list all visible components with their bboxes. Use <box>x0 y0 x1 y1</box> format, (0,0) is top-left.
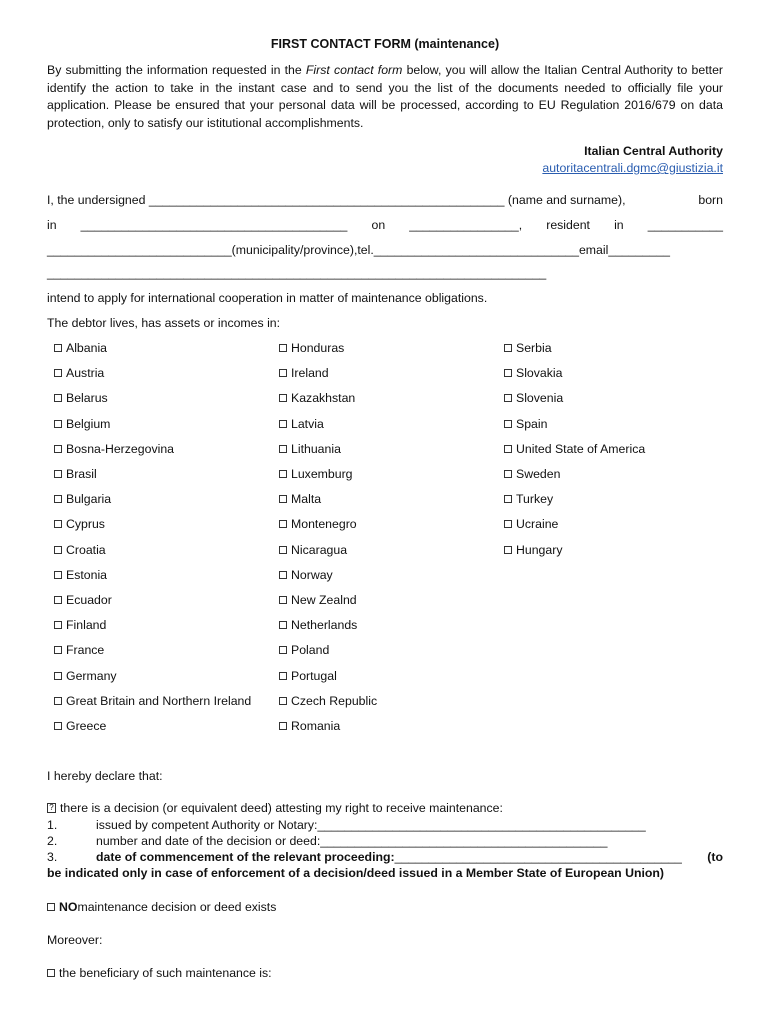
checkbox-icon[interactable]: ? <box>47 803 56 813</box>
form-title: FIRST CONTACT FORM (maintenance) <box>270 37 500 51</box>
no-decision-label: maintenance decision or deed exists <box>77 900 277 914</box>
authority-email-link[interactable]: autoritacentrali.dgmc@giustizia.it <box>542 161 723 175</box>
checkbox-icon[interactable] <box>504 520 512 528</box>
country-option[interactable] <box>279 618 357 632</box>
intro-paragraph <box>47 62 723 132</box>
country-label: Norway <box>291 567 333 582</box>
no-decision-option[interactable] <box>47 900 276 914</box>
country-option[interactable] <box>504 442 645 456</box>
country-option[interactable] <box>279 417 324 431</box>
checkbox-icon[interactable] <box>279 646 287 654</box>
country-option[interactable] <box>279 593 357 607</box>
country-label: Poland <box>291 643 330 658</box>
checkbox-icon[interactable] <box>279 697 287 705</box>
country-option[interactable] <box>279 341 344 355</box>
item-number: 3. <box>47 850 58 864</box>
country-label: Montenegro <box>291 517 357 532</box>
country-label: Hungary <box>516 542 563 557</box>
checkbox-icon[interactable] <box>54 621 62 629</box>
checkbox-icon[interactable] <box>54 596 62 604</box>
country-label: Malta <box>291 492 322 507</box>
decision-item-3-note: be indicated only in case of enforcement of a decision/deed issued in a Member State of European Union) <box>47 866 665 880</box>
country-label: Honduras <box>291 341 345 355</box>
in-label: in <box>47 218 57 232</box>
country-label: Czech Republic <box>291 693 378 708</box>
country-label: Bulgaria <box>66 492 112 507</box>
country-option[interactable] <box>504 341 552 355</box>
checkbox-icon[interactable] <box>54 394 62 402</box>
country-option[interactable] <box>54 442 174 456</box>
declare-text: I hereby declare that: <box>47 769 163 783</box>
residence-field[interactable]: ___________ <box>647 218 723 232</box>
checkbox-icon[interactable] <box>54 722 62 730</box>
checkbox-icon[interactable] <box>54 369 62 377</box>
country-label: Bosna-Herzegovina <box>66 441 175 456</box>
checkbox-icon[interactable] <box>279 672 287 680</box>
undersigned-line <box>47 193 723 207</box>
undersigned-label: I, the undersigned <box>47 193 149 207</box>
beneficiary-option[interactable] <box>47 966 272 980</box>
checkbox-icon[interactable] <box>279 394 287 402</box>
checkbox-icon[interactable] <box>279 470 287 478</box>
checkbox-icon[interactable] <box>54 520 62 528</box>
country-option[interactable] <box>279 366 329 380</box>
decision-item-2 <box>47 834 607 848</box>
intro-text-1: By submitting the information requested in the <box>47 63 306 77</box>
country-option[interactable] <box>54 366 104 380</box>
debtor-text: The debtor lives, has assets or incomes in: <box>47 316 281 330</box>
country-label: Slovenia <box>516 391 564 406</box>
resident-label: resident <box>546 218 590 232</box>
country-option[interactable] <box>54 417 110 431</box>
country-label: Ecuador <box>66 593 112 607</box>
checkbox-icon[interactable] <box>54 495 62 503</box>
country-label: Finland <box>66 618 107 633</box>
in2-label: in <box>614 218 624 232</box>
intro-emphasis: First contact form <box>305 63 403 77</box>
country-label: Kazakhstan <box>291 391 356 406</box>
country-label: Slovakia <box>516 366 563 381</box>
checkbox-icon[interactable] <box>504 470 512 478</box>
country-option[interactable] <box>279 543 347 557</box>
country-label: Ucraine <box>516 517 559 532</box>
country-label: Great Britain and Northern Ireland <box>66 693 252 708</box>
country-label: Spain <box>516 416 548 431</box>
on-label: on <box>371 218 386 232</box>
country-label: Romania <box>291 719 341 733</box>
item-number: 2. <box>47 834 58 848</box>
item-tail: (to <box>707 850 723 864</box>
checkbox-icon[interactable] <box>504 420 512 428</box>
commencement-date-field[interactable]: __________________________________________ <box>394 850 682 864</box>
checkbox-icon[interactable] <box>54 344 62 352</box>
item-label: issued by competent Authority or Notary: <box>96 818 318 832</box>
country-label: New Zealnd <box>291 593 357 607</box>
item-label: date of commencement of the relevant proceeding: <box>96 850 395 864</box>
checkbox-icon[interactable] <box>279 571 287 579</box>
country-option[interactable] <box>279 568 333 582</box>
no-label: NO <box>59 900 78 914</box>
country-option[interactable] <box>279 694 377 708</box>
decision-number-field[interactable]: __________________________________________ <box>320 834 608 848</box>
country-option[interactable] <box>279 517 357 531</box>
country-label: Belarus <box>66 391 108 406</box>
checkbox-icon[interactable] <box>279 621 287 629</box>
country-label: Cyprus <box>66 517 105 532</box>
decision-item-3 <box>47 850 723 864</box>
country-option[interactable] <box>504 543 562 557</box>
country-label: Serbia <box>516 341 552 355</box>
checkbox-icon[interactable] <box>279 722 287 730</box>
item-number: 1. <box>47 818 58 832</box>
country-label: Nicaragua <box>291 542 348 557</box>
checkbox-icon[interactable] <box>504 495 512 503</box>
country-label: Croatia <box>66 542 106 557</box>
country-option[interactable] <box>54 643 104 657</box>
country-option[interactable] <box>279 442 341 456</box>
checkbox-icon[interactable] <box>504 445 512 453</box>
moreover-text: Moreover: <box>47 933 103 947</box>
extra-line[interactable]: _________________________________________________________________________ <box>47 266 547 280</box>
checkbox-icon[interactable] <box>504 369 512 377</box>
checkbox-icon[interactable] <box>54 672 62 680</box>
country-option[interactable] <box>54 568 107 582</box>
beneficiary-label: the beneficiary of such maintenance is: <box>59 966 272 980</box>
country-label: Ireland <box>291 366 329 381</box>
country-label: Brasil <box>66 467 97 481</box>
checkbox-icon[interactable] <box>504 344 512 352</box>
country-option[interactable] <box>504 417 547 431</box>
checkbox-icon[interactable] <box>54 445 62 453</box>
decision-item-1 <box>47 818 646 832</box>
country-option[interactable] <box>279 669 337 683</box>
country-option[interactable] <box>54 593 112 607</box>
country-option[interactable] <box>504 517 558 531</box>
country-label: Germany <box>66 668 117 683</box>
country-label: Luxemburg <box>291 467 353 481</box>
name-suffix-label: (name and surname), <box>504 193 626 207</box>
country-option[interactable] <box>504 467 560 481</box>
country-label: France <box>66 643 105 658</box>
checkbox-icon[interactable] <box>279 420 287 428</box>
country-option[interactable] <box>54 543 106 557</box>
country-label: United State of America <box>516 441 646 456</box>
country-option[interactable] <box>54 618 106 632</box>
country-label: Sweden <box>516 467 561 481</box>
checkbox-icon[interactable] <box>279 369 287 377</box>
country-label: Lithuania <box>291 441 341 456</box>
birth-line <box>47 218 723 232</box>
country-option[interactable] <box>54 517 105 531</box>
country-option[interactable] <box>54 341 107 355</box>
checkbox-icon[interactable] <box>279 344 287 352</box>
checkbox-icon[interactable] <box>504 546 512 554</box>
country-label: Turkey <box>516 492 554 507</box>
country-option[interactable] <box>54 467 97 481</box>
checkbox-icon[interactable] <box>504 394 512 402</box>
born-label: born <box>698 193 723 207</box>
authority-block <box>542 143 723 177</box>
checkbox-icon[interactable] <box>54 646 62 654</box>
checkbox-icon[interactable] <box>279 495 287 503</box>
checkbox-icon[interactable] <box>54 420 62 428</box>
checkbox-icon[interactable] <box>279 546 287 554</box>
name-field[interactable]: ____________________________________________________ <box>148 193 505 207</box>
country-option[interactable] <box>279 719 340 733</box>
checkbox-icon[interactable] <box>54 546 62 554</box>
country-option[interactable] <box>504 492 553 506</box>
checkbox-icon[interactable] <box>279 445 287 453</box>
country-label: Albania <box>66 341 108 355</box>
intro-text-2: below, you will allow the Italian Central Authority to better identify the action to take in the instant case and to send you the list of the documents needed to officially file your application. Please be ensured that your personal data will be processed, according to EU Regulation 2016/679 on data protection, only to satisfy our istitutional accomplishments. <box>47 63 724 130</box>
country-label: Estonia <box>66 567 108 582</box>
authority-field[interactable]: ________________________________________________ <box>317 818 646 832</box>
checkbox-icon[interactable] <box>47 903 55 911</box>
authority-name: Italian Central Authority <box>584 144 723 158</box>
contact-line[interactable]: ___________________________(municipality/province),tel.______________________________email_________ <box>47 243 670 257</box>
checkbox-icon[interactable] <box>54 697 62 705</box>
birthplace-field[interactable]: _______________________________________ <box>80 218 348 232</box>
country-option[interactable] <box>279 643 329 657</box>
checkbox-icon[interactable] <box>54 571 62 579</box>
decision-exists-label: there is a decision (or equivalent deed) attesting my right to receive maintenance: <box>60 801 503 815</box>
country-label: Portugal <box>291 668 337 683</box>
country-label: Greece <box>66 719 107 733</box>
checkbox-icon[interactable] <box>54 470 62 478</box>
country-option[interactable] <box>279 391 355 405</box>
item-label: number and date of the decision or deed: <box>96 834 321 848</box>
country-option[interactable] <box>279 467 353 481</box>
country-option[interactable] <box>54 391 108 405</box>
checkbox-icon[interactable] <box>279 520 287 528</box>
country-option[interactable] <box>54 694 251 708</box>
country-option[interactable] <box>54 492 111 506</box>
intend-text: intend to apply for international cooperation in matter of maintenance obligations. <box>47 291 488 305</box>
checkbox-icon[interactable] <box>279 596 287 604</box>
birthdate-field[interactable]: ________________, <box>409 218 523 232</box>
country-label: Austria <box>66 366 105 381</box>
country-label: Netherlands <box>291 618 358 633</box>
country-option[interactable] <box>504 391 563 405</box>
country-option[interactable] <box>279 492 321 506</box>
country-label: Latvia <box>291 416 324 431</box>
country-option[interactable] <box>54 669 117 683</box>
decision-exists-option[interactable] <box>47 801 503 815</box>
country-option[interactable] <box>54 719 106 733</box>
checkbox-icon[interactable] <box>47 969 55 977</box>
country-label: Belgium <box>66 416 111 431</box>
country-option[interactable] <box>504 366 562 380</box>
